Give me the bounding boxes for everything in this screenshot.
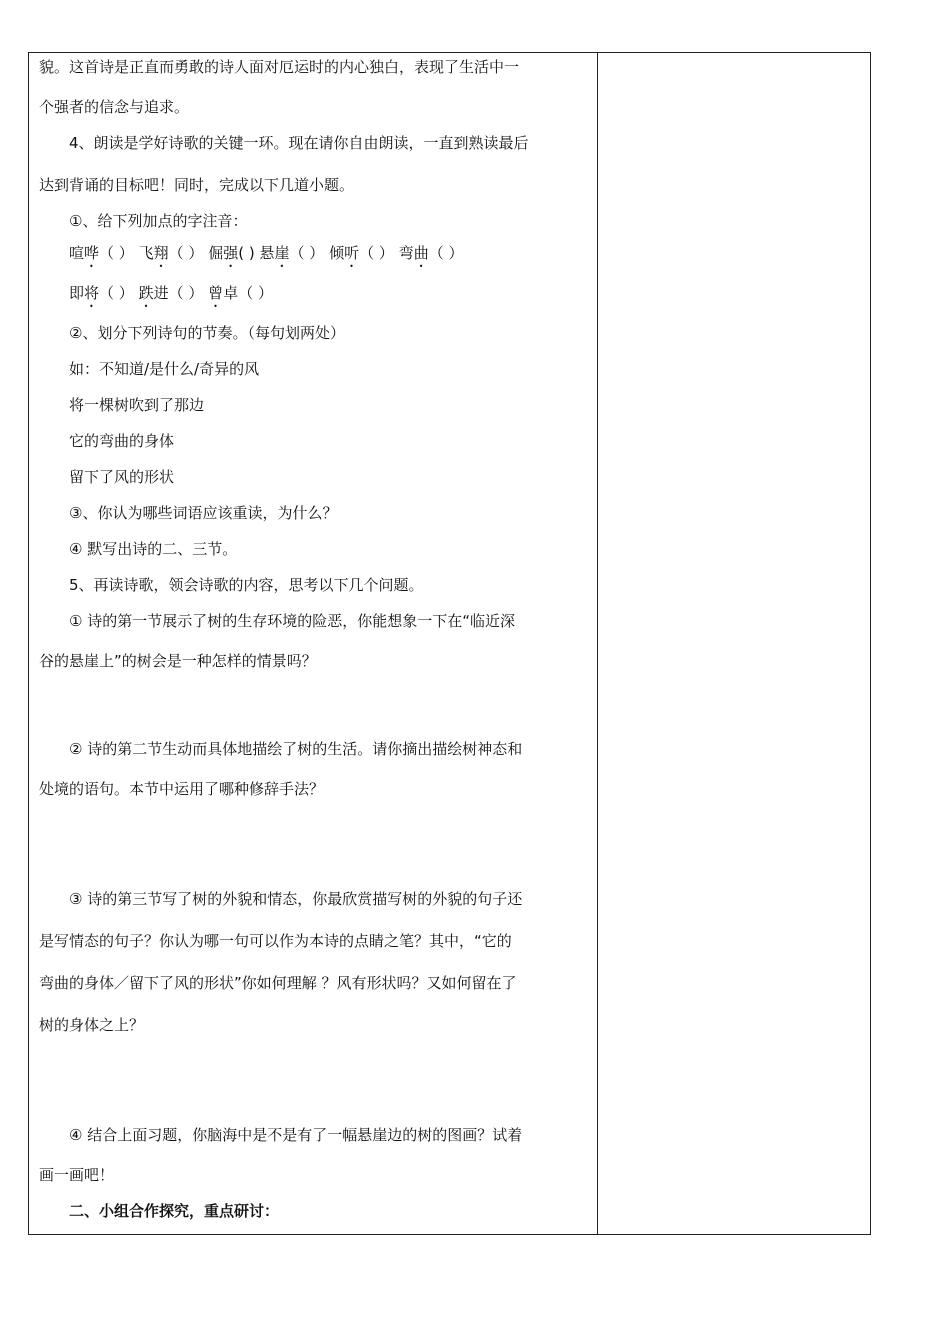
text-line: 它的弯曲的身体 <box>69 432 175 450</box>
text-line: 如：不知道/是什么/奇异的风 <box>69 360 260 378</box>
word-dotted: 翔 <box>153 244 169 262</box>
text-line: 处境的语句。本节中运用了哪种修辞手法？ <box>39 780 325 798</box>
section-heading: 二、小组合作探究，重点研讨： <box>69 1202 280 1220</box>
word-plain: 弯 <box>398 244 414 262</box>
pinyin-row-1 <box>69 243 463 271</box>
blank: 进（ ） <box>153 284 204 302</box>
text-line: ④ 默写出诗的二、三节。 <box>69 540 238 558</box>
text-line: ④ 结合上面习题，你脑海中是不是有了一幅悬崖边的树的图画？试着 <box>69 1126 523 1144</box>
word-dotted: 哗 <box>84 244 100 262</box>
word-dotted: 曾 <box>208 284 224 302</box>
word-dotted: 听 <box>344 244 360 262</box>
blank: （ ） <box>359 244 394 262</box>
text-line: 弯曲的身体／留下了风的形状”你如何理解 ？风有形状吗？又如何留在了 <box>39 974 517 992</box>
text-line: 个强者的信念与追求。 <box>39 98 190 116</box>
text-line: ② 诗的第二节生动而具体地描绘了树的生活。请你摘出描绘树神态和 <box>69 740 523 758</box>
word-plain: 喧 <box>69 244 85 262</box>
blank: （ ） <box>99 244 134 262</box>
blank: （ ） <box>289 244 325 262</box>
word-plain: 倔 <box>208 244 224 262</box>
text-line: ①、给下列加点的字注音： <box>69 212 248 230</box>
text-line: 是写情态的句子？你认为哪一句可以作为本诗的点睛之笔？其中，“它的 <box>39 932 512 950</box>
blank: （ ） <box>99 284 134 302</box>
left-column <box>29 53 597 1234</box>
word-plain: 倾 <box>329 244 345 262</box>
text-line: ②、划分下列诗句的节奏。（每句划两处） <box>69 324 345 342</box>
blank: （ ） <box>428 244 464 262</box>
blank: ( ) <box>238 244 255 262</box>
word-dotted: 曲 <box>413 244 429 262</box>
text-line: 貌。这首诗是正直而勇敢的诗人面对厄运时的内心独白，表现了生活中一 <box>39 58 520 76</box>
right-column <box>598 53 870 1234</box>
text-line: ① 诗的第一节展示了树的生存环境的险恶，你能想象一下在“临近深 <box>69 612 515 630</box>
text-line: 谷的悬崖上”的树会是一种怎样的情景吗？ <box>39 652 317 670</box>
blank: （ ） <box>168 244 204 262</box>
pinyin-row-2 <box>69 283 273 311</box>
word-plain: 即 <box>69 284 85 302</box>
word-dotted: 跌 <box>138 284 154 302</box>
blank: 卓（ ） <box>223 284 273 302</box>
text-line: 4、朗读是学好诗歌的关键一环。现在请你自由朗读，一直到熟读最后 <box>69 134 529 152</box>
text-line: ③ 诗的第三节写了树的外貌和情态，你最欣赏描写树的外貌的句子还 <box>69 890 523 908</box>
text-line: 留下了风的形状 <box>69 468 175 486</box>
word-plain: 悬 <box>259 244 275 262</box>
text-line: ③、你认为哪些词语应该重读，为什么？ <box>69 504 338 522</box>
word-dotted: 将 <box>84 284 100 302</box>
text-line: 5、再读诗歌，领会诗歌的内容，思考以下几个问题。 <box>69 576 424 594</box>
word-dotted: 崖 <box>274 244 290 262</box>
text-line: 画一画吧！ <box>39 1166 115 1184</box>
text-line: 将一棵树吹到了那边 <box>69 396 205 414</box>
text-line: 达到背诵的目标吧！同时，完成以下几道小题。 <box>39 176 355 194</box>
text-line: 树的身体之上？ <box>39 1016 145 1034</box>
word-plain: 飞 <box>138 244 154 262</box>
word-dotted: 强 <box>223 244 239 262</box>
worksheet-table <box>28 52 871 1235</box>
